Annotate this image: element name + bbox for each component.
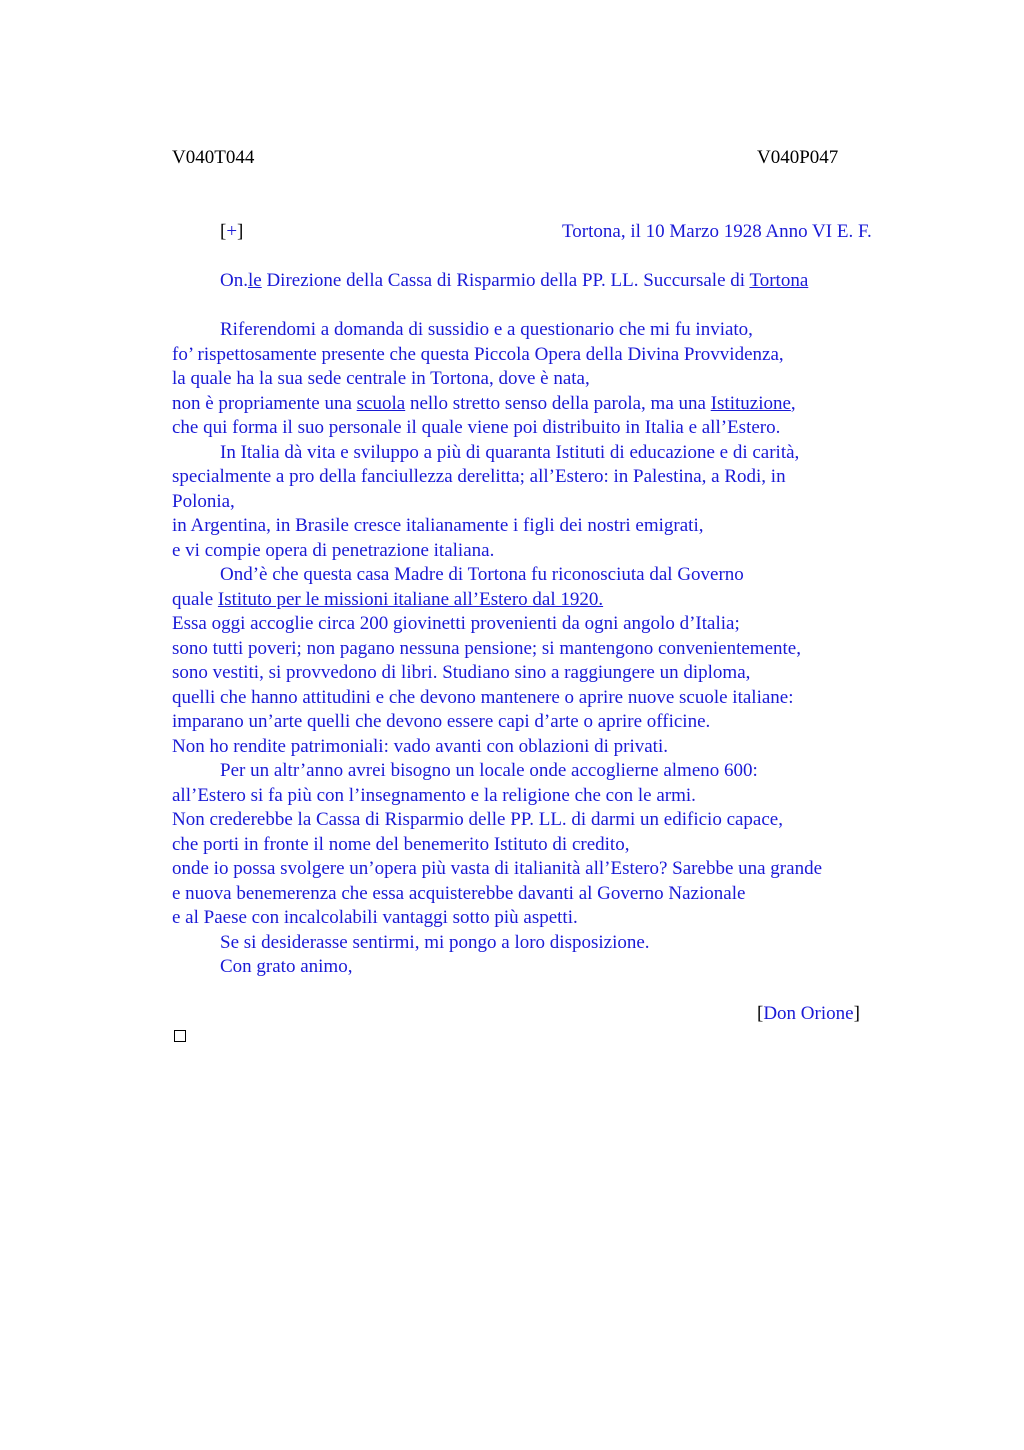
- header-left-code: V040T044: [172, 147, 255, 168]
- body-line: Con grato animo,: [220, 956, 353, 977]
- body-line: specialmente a pro della fanciullezza derelitta; all’Estero: in Palestina, a Rodi, in: [172, 466, 786, 487]
- body-line: Se si desiderasse sentirmi, mi pongo a loro disposizione.: [220, 931, 650, 953]
- letter-address: On.le Direzione della Cassa di Risparmio della PP. LL. Succursale di Tortona: [220, 270, 809, 291]
- body-line: quale Istituto per le missioni italiane all’Estero dal 1920.: [172, 588, 604, 610]
- body-line: sono vestiti, si provvedono di libri. Studiano sino a raggiungere un diploma,: [172, 662, 751, 683]
- body-line: e vi compie opera di penetrazione italiana.: [172, 539, 495, 561]
- body-line: all’Estero si fa più con l’insegnamento e la religione che con le armi.: [172, 784, 696, 806]
- body-line: In Italia dà vita e sviluppo a più di quaranta Istituti di educazione e di carità,: [220, 441, 800, 463]
- body-line: la quale ha la sua sede centrale in Tortona, dove è nata,: [172, 368, 590, 389]
- body-line: Ond’è che questa casa Madre di Tortona fu riconosciuta dal Governo: [220, 564, 744, 585]
- body-line: fo’ rispettosamente presente che questa Piccola Opera della Divina Provvidenza,: [172, 343, 784, 365]
- body-line: onde io possa svolgere un’opera più vasta di italianità all’Estero? Sarebbe una grande: [172, 858, 822, 879]
- body-line: e nuova benemerenza che essa acquisterebbe davanti al Governo Nazionale: [172, 882, 746, 904]
- body-line: imparano un’arte quelli che devono essere capi d’arte o aprire officine.: [172, 711, 711, 732]
- letter-body: [172, 318, 932, 980]
- body-line: che porti in fronte il nome del benemerito Istituto di credito,: [172, 833, 630, 855]
- header-right-code: V040P047: [757, 147, 839, 168]
- body-line: Riferendomi a domanda di sussidio e a questionario che mi fu inviato,: [220, 319, 753, 340]
- body-line: che qui forma il suo personale il quale viene poi distribuito in Italia e all’Estero.: [172, 417, 781, 438]
- end-of-document-box-icon: [174, 1030, 186, 1042]
- body-line: Per un altr’anno avrei bisogno un locale onde accoglierne almeno 600:: [220, 760, 758, 781]
- body-line: Non ho rendite patrimoniali: vado avanti con oblazioni di privati.: [172, 735, 668, 757]
- body-line: Polonia,: [172, 490, 235, 512]
- body-line: in Argentina, in Brasile cresce italianamente i figli dei nostri emigrati,: [172, 515, 704, 536]
- place-date: Tortona, il 10 Marzo 1928 Anno VI E. F.: [562, 221, 872, 242]
- body-line: Essa oggi accoglie circa 200 giovinetti provenienti da ogni angolo d’Italia;: [172, 613, 740, 634]
- body-line: e al Paese con incalcolabili vantaggi sotto più aspetti.: [172, 907, 578, 928]
- cross-mark: [+]: [220, 221, 244, 242]
- body-line: Non crederebbe la Cassa di Risparmio delle PP. LL. di darmi un edificio capace,: [172, 809, 783, 830]
- body-line: sono tutti poveri; non pagano nessuna pensione; si mantengono convenientemente,: [172, 637, 801, 659]
- body-line: non è propriamente una scuola nello stretto senso della parola, ma una Istituzione,: [172, 392, 796, 414]
- body-line: quelli che hanno attitudini e che devono mantenere o aprire nuove scuole italiane:: [172, 686, 794, 708]
- signature: [Don Orione]: [757, 1003, 860, 1024]
